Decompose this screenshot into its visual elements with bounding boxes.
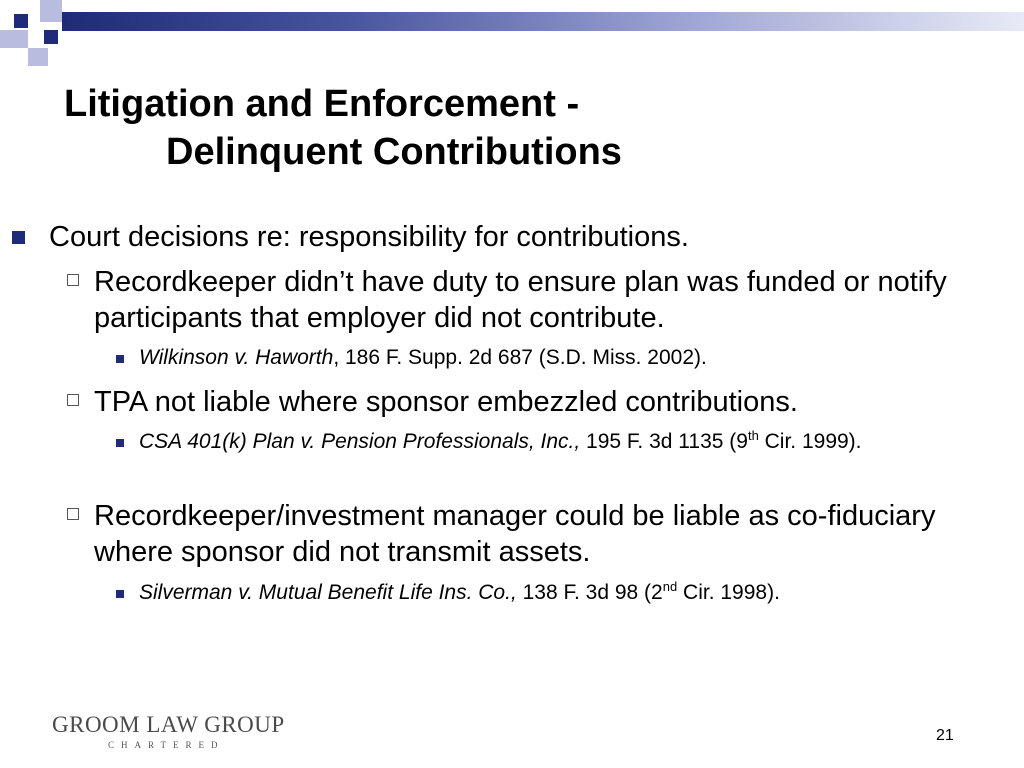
square-bullet-icon	[116, 439, 124, 447]
decor-square	[28, 48, 48, 66]
case-citation: , 186 F. Supp. 2d 687 (S.D. Miss. 2002).	[333, 346, 707, 369]
bullet-level2	[94, 264, 984, 336]
title-line-1: Litigation and Enforcement -	[64, 83, 580, 125]
case-name: Silverman v. Mutual Benefit Life Ins. Co.,	[139, 581, 517, 604]
bullet-level2	[94, 384, 984, 420]
case-name: Wilkinson v. Haworth	[139, 346, 334, 369]
bullet-level3	[139, 427, 999, 457]
logo-subtitle: CHARTERED	[108, 740, 225, 750]
case-citation: 138 F. 3d 98 (2	[516, 581, 663, 604]
hollow-square-bullet-icon	[67, 274, 79, 286]
decor-square	[0, 30, 28, 48]
title-line-2: Delinquent Contributions	[166, 131, 622, 173]
case-citation-end: Cir. 1999).	[758, 430, 862, 453]
slide-title	[64, 80, 964, 176]
bullet-text: Recordkeeper didn’t have duty to ensure plan was funded or notify participants that employer did not contribute.	[94, 266, 947, 334]
case-name: CSA 401(k) Plan v. Pension Professionals, Inc.,	[139, 430, 581, 453]
case-citation-end: Cir. 1998).	[677, 581, 780, 604]
bullet-text: Recordkeeper/investment manager could be liable as co-fiduciary where sponsor did not transmit assets.	[94, 500, 936, 568]
decor-square	[44, 30, 58, 44]
bullet-text: TPA not liable where sponsor embezzled contributions.	[94, 386, 798, 418]
logo-name: GROOM LAW GROUP	[52, 712, 285, 737]
ordinal-suffix: th	[747, 428, 759, 443]
bullet-level1	[49, 218, 689, 256]
square-bullet-icon	[116, 590, 124, 598]
square-bullet-icon	[12, 231, 25, 244]
square-bullet-icon	[116, 355, 124, 363]
decor-square	[14, 14, 28, 28]
firm-logo	[52, 712, 285, 750]
bullet-text: Court decisions re: responsibility for contributions.	[49, 221, 689, 253]
hollow-square-bullet-icon	[67, 394, 79, 406]
bullet-level2	[94, 498, 984, 570]
bullet-level3	[139, 578, 999, 608]
ordinal-suffix: nd	[662, 579, 678, 594]
case-citation: 195 F. 3d 1135 (9	[580, 430, 748, 453]
decor-square	[40, 0, 62, 22]
bullet-level3	[139, 343, 999, 373]
hollow-square-bullet-icon	[67, 508, 79, 520]
header-gradient-bar	[62, 12, 1024, 31]
page-number: 21	[936, 727, 954, 744]
